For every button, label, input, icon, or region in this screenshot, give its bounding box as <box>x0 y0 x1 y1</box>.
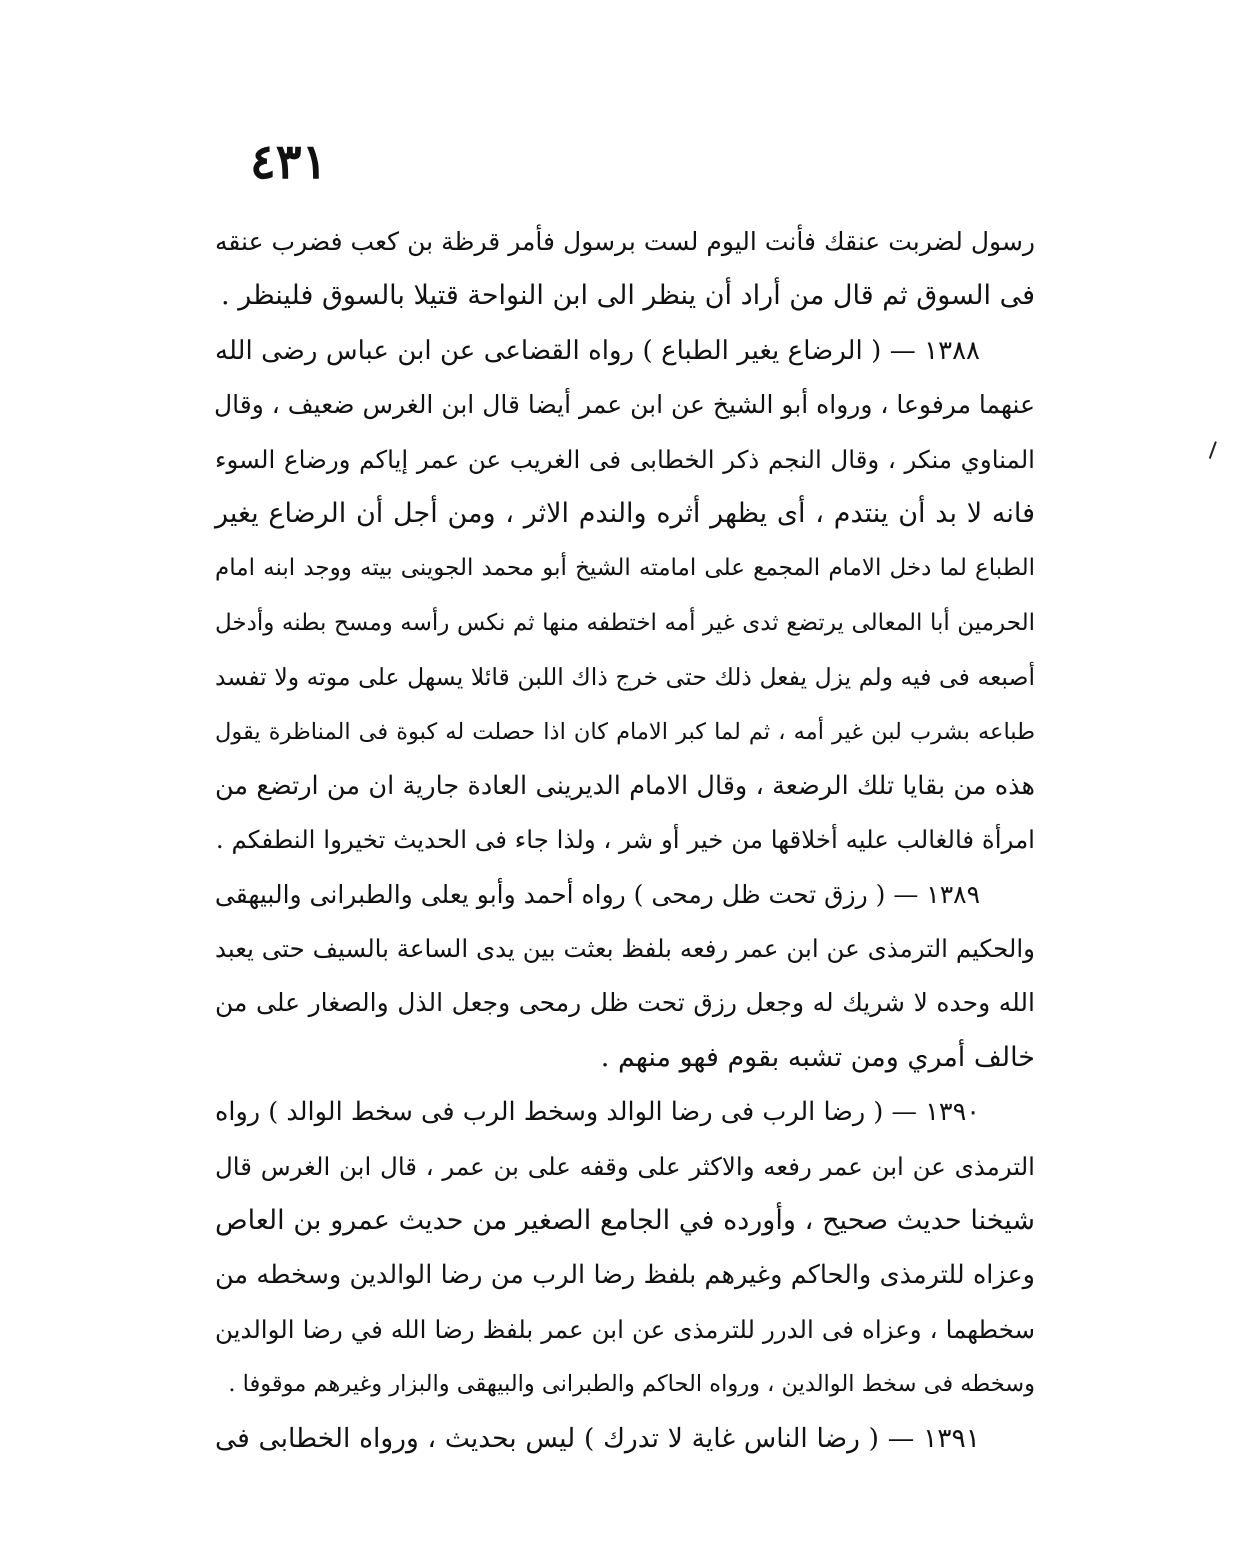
text-line: رسول لضربت عنقك فأنت اليوم لست برسول فأمر قرظة بن كعب فضرب عنقه <box>215 227 1035 256</box>
page-number: ٤٣١ <box>250 134 328 190</box>
text-line: ١٣٩١ — ( رضا الناس غاية لا تدرك ) ليس بحديث ، ورواه الخطابى فى <box>215 1422 980 1454</box>
text-line: طباعه بشرب لبن غير أمه ، ثم لما كبر الامام كان اذا حصلت له كبوة فى المناظرة يقول <box>215 718 1035 745</box>
text-line: وسخطه فى سخط الوالدين ، ورواه الحاكم والطبرانى والبيهقى والبزار وغيرهم موقوفا . <box>228 1371 1035 1398</box>
text-line: وعزاه للترمذى والحاكم وغيرهم بلفظ رضا الرب من رضا الوالدين وسخطه من <box>215 1260 1035 1291</box>
text-line: أصبعه فى فيه ولم يزل يفعل ذلك حتى خرج ذاك اللبن قائلا يسهل على موته ولا تفسد <box>215 663 1035 692</box>
text-line: فى السوق ثم قال من أراد أن ينظر الى ابن النواحة قتيلا بالسوق فلينظر . <box>221 280 1035 312</box>
text-body <box>215 215 1035 1466</box>
text-line: شيخنا حديث صحيح ، وأورده في الجامع الصغير من حديث عمرو بن العاص <box>215 1205 1035 1237</box>
text-line: الطباع لما دخل الامام المجمع على امامته الشيخ أبو محمد الجوينى بيته ووجد ابنه امام <box>215 555 1035 582</box>
text-line: خالف أمري ومن تشبه بقوم فهو منهم . <box>600 1041 1035 1073</box>
text-line: عنهما مرفوعا ، ورواه أبو الشيخ عن ابن عمر أيضا قال ابن الغرس ضعيف ، وقال <box>214 390 1035 420</box>
text-line: ١٣٨٩ — ( رزق تحت ظل رمحى ) رواه أحمد وأبو يعلى والطبرانى والبيهقى <box>214 879 980 909</box>
text-line: ١٣٨٨ — ( الرضاع يغير الطباع ) رواه القضاعى عن ابن عباس رضى الله <box>215 335 980 366</box>
text-line: امرأة فالغالب عليه أخلاقها من خير أو شر ، ولذا جاء فى الحديث تخيروا النطفكم . <box>215 825 1035 855</box>
text-line: فانه لا بد أن ينتدم ، أى يظهر أثره والندم الاثر ، ومن أجل أن الرضاع يغير <box>215 497 1035 529</box>
text-line: الترمذى عن ابن عمر رفعه والاكثر على وقفه على بن عمر ، قال ابن الغرس قال <box>215 1151 1035 1181</box>
text-line: الله وحده لا شريك له وجعل رزق تحت ظل رمحى وجعل الذل والصغار على من <box>215 988 1035 1018</box>
text-line: والحكيم الترمذى عن ابن عمر رفعه بلفظ بعثت بين يدى الساعة بالسيف حتى يعبد <box>215 934 1035 964</box>
text-line: المناوي منكر ، وقال النجم ذكر الخطابى فى الغريب عن عمر إياكم ورضاع السوء <box>215 444 1035 474</box>
text-line: سخطهما ، وعزاه فى الدرر للترمذى عن ابن عمر بلفظ رضا الله في رضا الوالدين <box>215 1314 1035 1344</box>
margin-mark <box>1203 439 1217 459</box>
text-line: هذه من بقايا تلك الرضعة ، وقال الامام الديرينى العادة جارية ان من ارتضع من <box>215 770 1035 801</box>
text-line: الحرمين أبا المعالى يرتضع ثدى غير أمه اختطفه منها ثم نكس رأسه ومسح بطنه وأدخل <box>215 609 1035 636</box>
text-line: ١٣٩٠ — ( رضا الرب فى رضا الوالد وسخط الرب فى سخط الوالد ) رواه <box>215 1097 980 1128</box>
